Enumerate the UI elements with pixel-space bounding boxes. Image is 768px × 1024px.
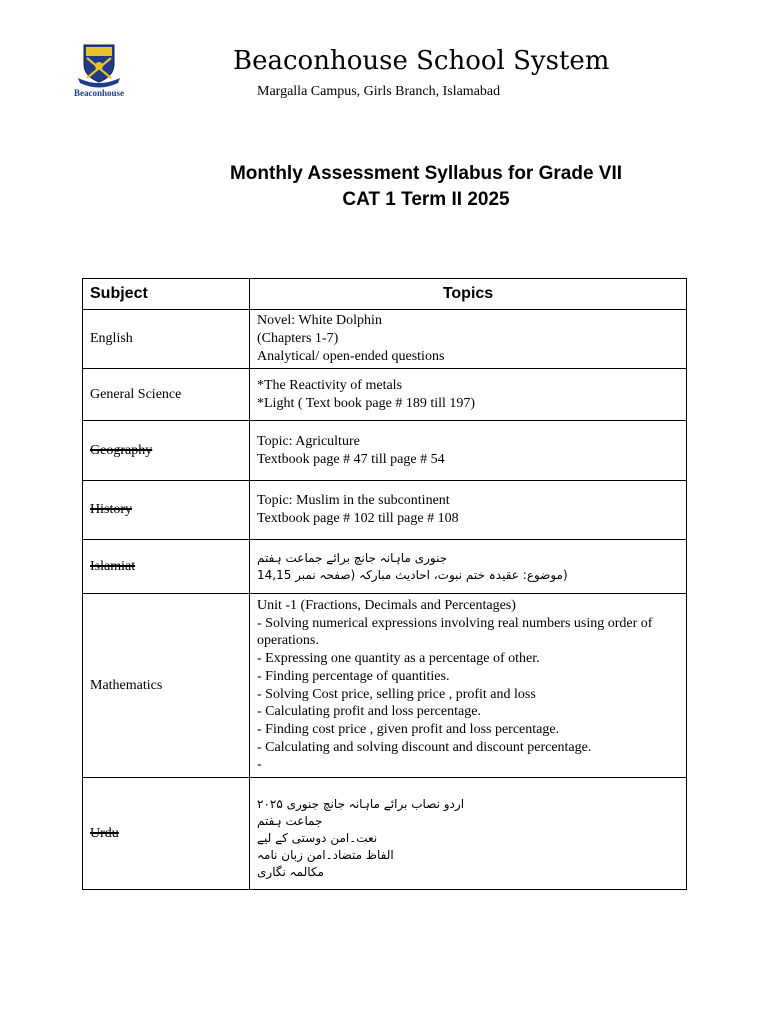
subject-label-struck: Urdu (90, 825, 119, 841)
subject-column-header: Subject (83, 279, 250, 310)
school-name: Beaconhouse School System (233, 46, 610, 76)
topic-line: (موضوع: عقیدہ ختم نبوت، احادیث مبارکہ (صفحہ نمبر 14,15 (257, 567, 568, 582)
subject-label-struck: History (90, 502, 132, 518)
topic-line: - Finding cost price , given profit and loss percentage. (257, 721, 560, 737)
campus-subtitle: Margalla Campus, Girls Branch, Islamabad (257, 84, 501, 99)
topic-line: - Calculating and solving discount and discount percentage. (257, 739, 592, 755)
subject-label-struck: Geography (90, 442, 153, 458)
subject-cell: English (83, 310, 250, 369)
table-row-mathematics (83, 594, 687, 778)
topic-line: *The Reactivity of metals (257, 377, 403, 393)
topic-line: جنوری ماہانہ جانچ برائے جماعت ہفتم (257, 550, 448, 565)
topic-line: *Light ( Text book page # 189 till 197) (257, 395, 476, 411)
topic-line: مکالمہ نگاری (257, 865, 324, 879)
topics-column-header: Topics (250, 279, 687, 310)
table-row-islamiat (83, 540, 687, 594)
topics-cell (250, 481, 687, 540)
topic-line: - Calculating profit and loss percentage. (257, 704, 481, 720)
topic-line: - Finding percentage of quantities. (257, 668, 450, 684)
topic-line: الفاظ متضاد۔امن زبان نامہ (257, 848, 394, 862)
syllabus-table (82, 278, 687, 890)
topic-line: Analytical/ open-ended questions (257, 348, 445, 364)
topic-line: Unit -1 (Fractions, Decimals and Percentages) (257, 597, 516, 613)
topic-line: جماعت ہفتم (257, 814, 323, 828)
topic-line: Textbook page # 47 till page # 54 (257, 451, 445, 467)
topic-line: نعت۔امن دوستی کے لیے (257, 831, 378, 845)
topics-cell (250, 369, 687, 421)
document-subtitle: CAT 1 Term II 2025 (342, 189, 510, 210)
topic-line: - (257, 757, 262, 773)
topics-cell (250, 778, 687, 890)
topic-line: اردو نصاب برائے ماہانہ جانچ جنوری ۲۰۲۵ (257, 797, 465, 811)
subject-cell (83, 540, 250, 594)
subject-cell (83, 481, 250, 540)
table-header-row (83, 279, 687, 310)
subject-cell: Mathematics (83, 594, 250, 778)
subject-cell: General Science (83, 369, 250, 421)
table-row-urdu (83, 778, 687, 890)
topics-cell (250, 540, 687, 594)
table-row-general-science (83, 369, 687, 421)
topic-line: Topic: Muslim in the subcontinent (257, 493, 450, 509)
topic-line: - Solving Cost price, selling price , profit and loss (257, 686, 536, 702)
topic-line: (Chapters 1-7) (257, 331, 339, 347)
topics-cell (250, 310, 687, 369)
topic-line: Novel: White Dolphin (257, 313, 382, 329)
table-row-history (83, 481, 687, 540)
subject-label-struck: Islamiat (90, 558, 136, 574)
topic-line: Textbook page # 102 till page # 108 (257, 511, 459, 526)
document-title: Monthly Assessment Syllabus for Grade VII (229, 163, 623, 184)
topic-line: - Solving numerical expressions involving real numbers using order of operations. (257, 615, 653, 649)
subject-cell (83, 778, 250, 890)
table-row-geography (83, 421, 687, 481)
subject-cell (83, 421, 250, 481)
school-crest-logo (68, 42, 130, 98)
topics-cell (250, 421, 687, 481)
topics-cell (250, 594, 687, 778)
topic-line: Topic: Agriculture (257, 433, 360, 449)
topic-line: - Expressing one quantity as a percentage of other. (257, 651, 540, 667)
table-row-english (83, 310, 687, 369)
logo-wordmark: Beaconhouse (73, 88, 125, 98)
